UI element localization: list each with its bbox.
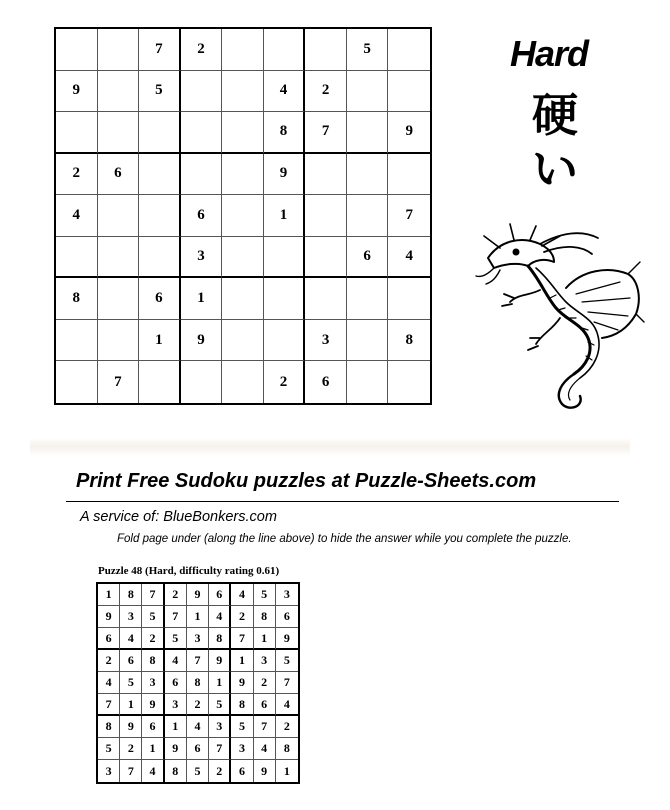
answer-cell: 5 (276, 650, 298, 672)
answer-cell: 4 (231, 584, 253, 606)
puzzle-cell: 7 (98, 361, 140, 403)
puzzle-cell: 4 (264, 71, 306, 113)
answer-cell: 3 (231, 738, 253, 760)
puzzle-cell: 5 (347, 29, 389, 71)
answer-cell: 6 (276, 606, 298, 628)
answer-cell: 3 (142, 672, 164, 694)
sudoku-answer-grid (96, 582, 300, 784)
puzzle-cell (98, 237, 140, 279)
answer-cell: 9 (98, 606, 120, 628)
puzzle-cell: 2 (305, 71, 347, 113)
answer-cell: 9 (209, 650, 231, 672)
service-text: A service of: BlueBonkers.com (80, 509, 277, 525)
answer-cell: 9 (165, 738, 187, 760)
puzzle-cell (347, 112, 389, 154)
answer-cell: 8 (254, 606, 276, 628)
answer-cell: 1 (165, 716, 187, 738)
answer-cell: 8 (276, 738, 298, 760)
answer-cell: 7 (276, 672, 298, 694)
answer-cell: 4 (98, 672, 120, 694)
puzzle-cell: 8 (388, 320, 430, 362)
answer-cell: 6 (187, 738, 209, 760)
puzzle-cell: 1 (139, 320, 181, 362)
puzzle-cell: 6 (181, 195, 223, 237)
answer-cell: 4 (187, 716, 209, 738)
answer-cell: 7 (142, 584, 164, 606)
fold-line (66, 501, 619, 502)
answer-cell: 4 (165, 650, 187, 672)
fold-band (30, 438, 630, 456)
puzzle-cell (139, 361, 181, 403)
answer-cell: 1 (209, 672, 231, 694)
answer-cell: 8 (98, 716, 120, 738)
puzzle-cell: 3 (305, 320, 347, 362)
puzzle-cell: 9 (264, 154, 306, 196)
answer-cell: 3 (120, 606, 142, 628)
puzzle-cell (222, 29, 264, 71)
answer-cell: 6 (254, 694, 276, 716)
answer-cell: 4 (209, 606, 231, 628)
answer-cell: 5 (98, 738, 120, 760)
puzzle-cell (56, 361, 98, 403)
answer-cell: 5 (187, 760, 209, 782)
answer-cell: 8 (120, 584, 142, 606)
answer-cell: 2 (187, 694, 209, 716)
puzzle-cell (222, 71, 264, 113)
puzzle-cell: 7 (139, 29, 181, 71)
puzzle-cell (222, 154, 264, 196)
puzzle-cell (347, 320, 389, 362)
fold-instruction: Fold page under (along the line above) to hide the answer while you complete the puzzle. (117, 533, 572, 545)
answer-cell: 1 (98, 584, 120, 606)
answer-cell: 5 (254, 584, 276, 606)
puzzle-cell (305, 278, 347, 320)
dragon-icon (470, 218, 645, 413)
answer-cell: 7 (231, 628, 253, 650)
puzzle-cell (388, 278, 430, 320)
puzzle-cell (388, 154, 430, 196)
answer-cell: 6 (120, 650, 142, 672)
answer-cell: 8 (142, 650, 164, 672)
answer-cell: 1 (142, 738, 164, 760)
puzzle-cell: 8 (264, 112, 306, 154)
puzzle-cell (222, 112, 264, 154)
answer-cell: 2 (276, 716, 298, 738)
answer-cell: 6 (98, 628, 120, 650)
answer-cell: 4 (120, 628, 142, 650)
puzzle-cell (222, 195, 264, 237)
answer-cell: 3 (165, 694, 187, 716)
puzzle-cell: 5 (139, 71, 181, 113)
puzzle-cell (264, 29, 306, 71)
puzzle-cell: 2 (181, 29, 223, 71)
puzzle-cell (56, 29, 98, 71)
answer-title: Puzzle 48 (Hard, difficulty rating 0.61) (98, 565, 280, 577)
puzzle-cell (264, 237, 306, 279)
answer-cell: 5 (120, 672, 142, 694)
answer-cell: 2 (209, 760, 231, 782)
puzzle-cell (181, 361, 223, 403)
answer-cell: 3 (254, 650, 276, 672)
puzzle-cell (139, 237, 181, 279)
difficulty-kanji: 硬い (532, 88, 578, 196)
answer-cell: 9 (142, 694, 164, 716)
answer-cell: 5 (165, 628, 187, 650)
answer-cell: 4 (142, 760, 164, 782)
puzzle-cell (388, 71, 430, 113)
answer-cell: 7 (254, 716, 276, 738)
answer-cell: 3 (98, 760, 120, 782)
answer-cell: 3 (187, 628, 209, 650)
answer-cell: 8 (209, 628, 231, 650)
answer-cell: 1 (283, 763, 290, 778)
answer-cell: 2 (98, 650, 120, 672)
answer-cell: 9 (276, 628, 298, 650)
puzzle-cell (98, 320, 140, 362)
answer-cell: 6 (142, 716, 164, 738)
answer-cell: 7 (120, 760, 142, 782)
answer-cell: 9 (254, 760, 276, 782)
puzzle-cell: 8 (56, 278, 98, 320)
answer-cell: 7 (165, 606, 187, 628)
answer-cell: 6 (165, 672, 187, 694)
puzzle-cell: 4 (388, 237, 430, 279)
difficulty-label: Hard (510, 33, 589, 74)
answer-cell: 5 (209, 694, 231, 716)
puzzle-cell: 6 (139, 278, 181, 320)
answer-cell: 9 (120, 716, 142, 738)
puzzle-cell: 6 (347, 237, 389, 279)
answer-cell: 3 (209, 716, 231, 738)
answer-cell: 7 (98, 694, 120, 716)
puzzle-cell: 2 (264, 361, 306, 403)
answer-cell: 1 (231, 650, 253, 672)
puzzle-cell: 4 (56, 195, 98, 237)
puzzle-cell (56, 237, 98, 279)
puzzle-cell (264, 278, 306, 320)
puzzle-cell (56, 112, 98, 154)
answer-cell: 8 (231, 694, 253, 716)
puzzle-cell (98, 195, 140, 237)
answer-cell: 1 (120, 694, 142, 716)
answer-cell: 1 (254, 628, 276, 650)
puzzle-cell (98, 278, 140, 320)
puzzle-cell: 9 (181, 320, 223, 362)
puzzle-cell (98, 29, 140, 71)
puzzle-cell (305, 237, 347, 279)
answer-cell: 2 (142, 628, 164, 650)
puzzle-cell: 7 (388, 195, 430, 237)
answer-cell: 5 (142, 606, 164, 628)
puzzle-cell (347, 195, 389, 237)
puzzle-cell (98, 112, 140, 154)
puzzle-cell: 1 (264, 195, 306, 237)
answer-cell: 7 (187, 650, 209, 672)
puzzle-cell: 3 (181, 237, 223, 279)
puzzle-cell: 6 (305, 361, 347, 403)
answer-cell: 3 (276, 584, 298, 606)
puzzle-cell (264, 320, 306, 362)
puzzle-cell (347, 361, 389, 403)
answer-cell: 7 (209, 738, 231, 760)
puzzle-cell (347, 154, 389, 196)
puzzle-cell: 9 (388, 112, 430, 154)
answer-cell: 6 (231, 760, 253, 782)
puzzle-cell (305, 154, 347, 196)
answer-cell: 2 (254, 672, 276, 694)
answer-cell: 2 (165, 584, 187, 606)
puzzle-cell (347, 71, 389, 113)
puzzle-cell (222, 237, 264, 279)
answer-cell: 4 (254, 738, 276, 760)
puzzle-cell (139, 195, 181, 237)
puzzle-cell (222, 361, 264, 403)
answer-cell: 4 (276, 694, 298, 716)
puzzle-cell (388, 361, 430, 403)
answer-cell: 1 (187, 606, 209, 628)
sudoku-puzzle-grid (54, 27, 432, 405)
site-title: Print Free Sudoku puzzles at Puzzle-Sheets.com (76, 470, 537, 492)
puzzle-cell (305, 195, 347, 237)
puzzle-cell (222, 278, 264, 320)
puzzle-cell: 7 (305, 112, 347, 154)
puzzle-cell: 1 (181, 278, 223, 320)
puzzle-cell (98, 71, 140, 113)
puzzle-cell: 2 (56, 154, 98, 196)
puzzle-cell (305, 29, 347, 71)
puzzle-cell (181, 71, 223, 113)
answer-cell: 5 (231, 716, 253, 738)
answer-cell: 8 (165, 760, 187, 782)
puzzle-cell (181, 154, 223, 196)
puzzle-cell (139, 154, 181, 196)
puzzle-cell (56, 320, 98, 362)
answer-cell: 2 (120, 738, 142, 760)
puzzle-cell (139, 112, 181, 154)
answer-cell: 6 (209, 584, 231, 606)
puzzle-cell: 9 (56, 71, 98, 113)
answer-cell: 8 (187, 672, 209, 694)
puzzle-cell (181, 112, 223, 154)
puzzle-cell (347, 278, 389, 320)
answer-cell: 2 (231, 606, 253, 628)
answer-cell: 9 (187, 584, 209, 606)
answer-cell: 9 (231, 672, 253, 694)
puzzle-cell: 6 (98, 154, 140, 196)
puzzle-cell (388, 29, 430, 71)
puzzle-cell (222, 320, 264, 362)
